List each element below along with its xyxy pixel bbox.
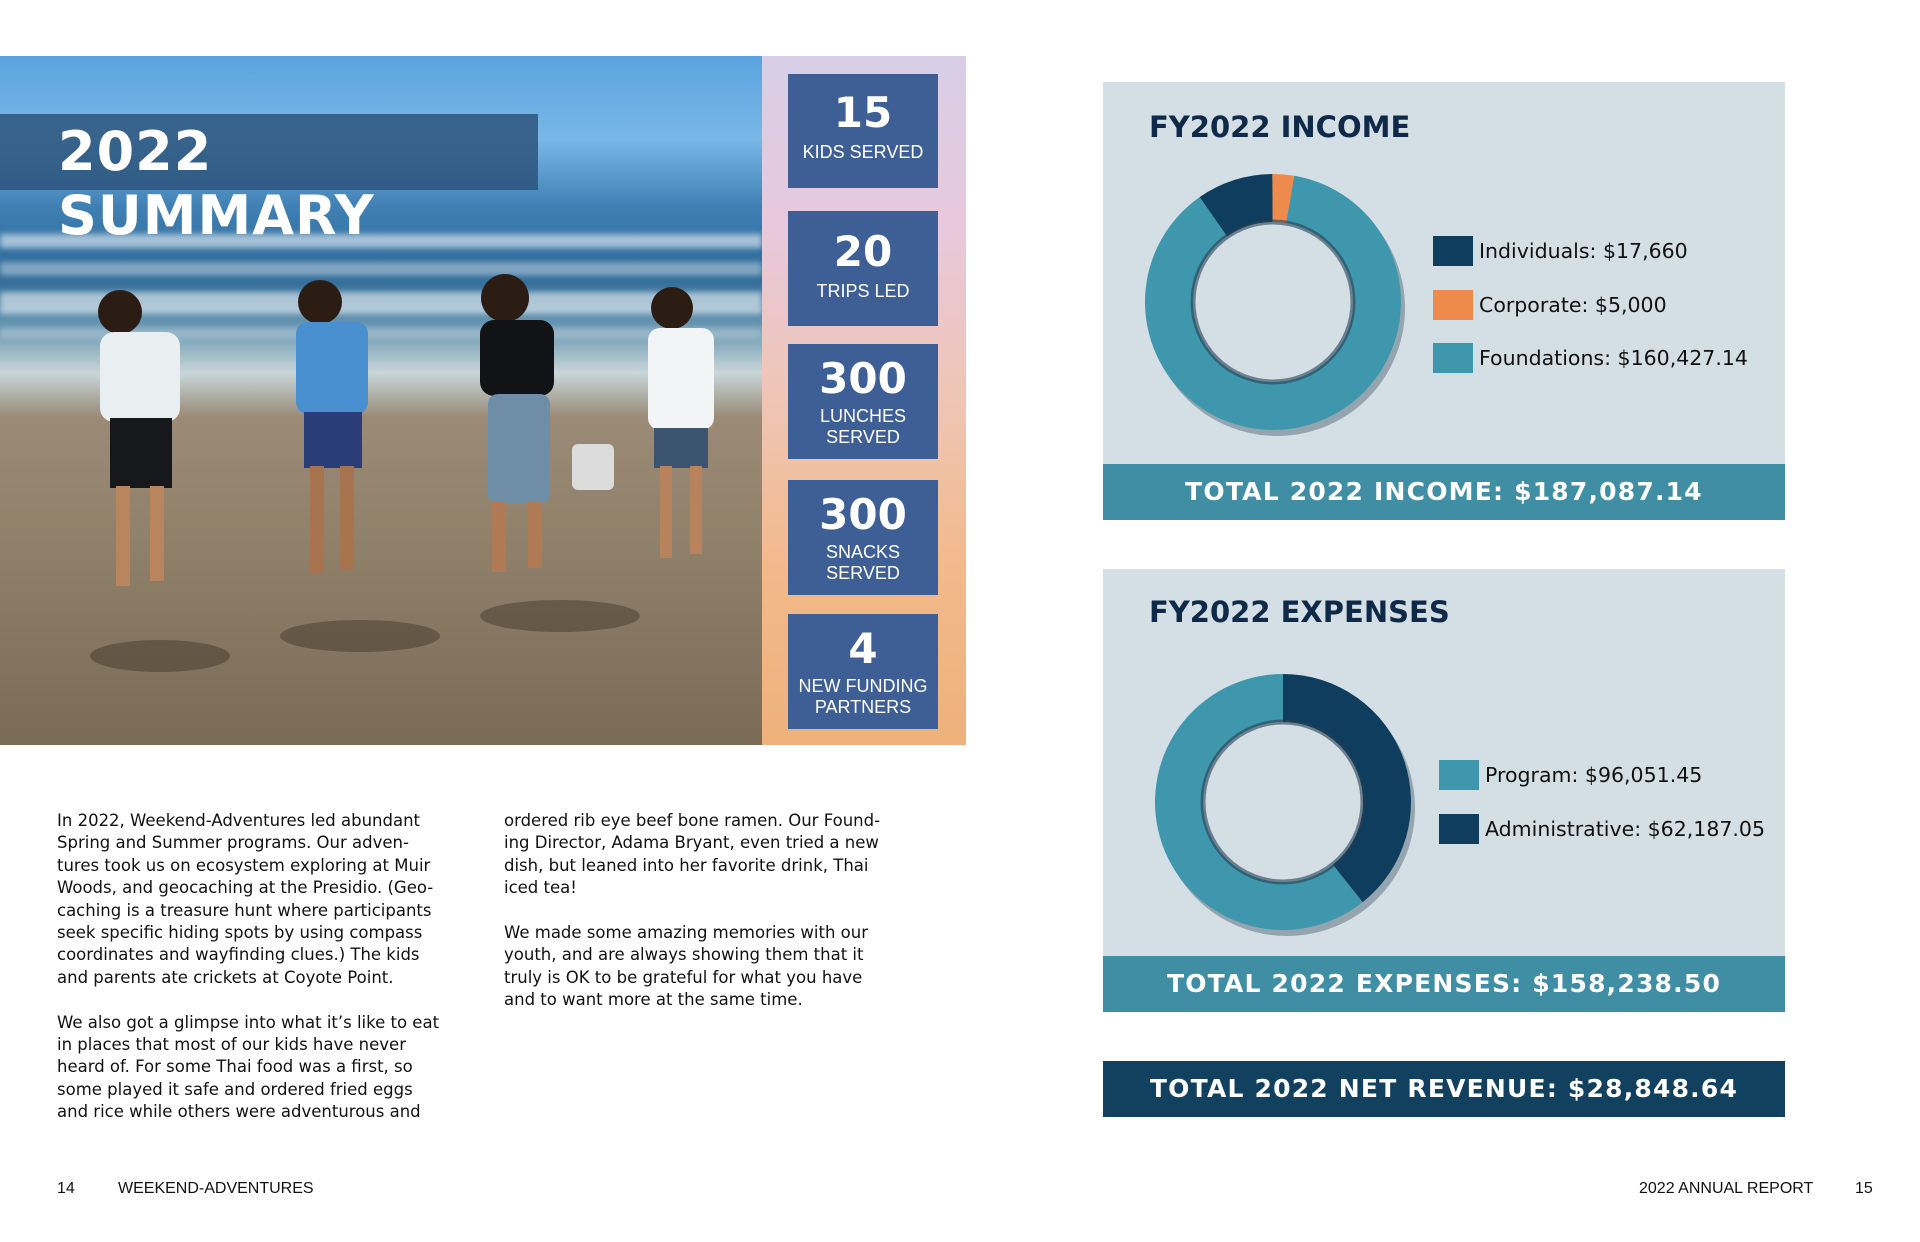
stat-number: 20 [833, 227, 893, 276]
stat-label: KIDS SERVED [802, 142, 924, 162]
expenses-panel [1103, 569, 1785, 956]
stat-card [788, 344, 938, 459]
stat-label: TRIPS LED [816, 281, 910, 301]
income-legend-individuals [1433, 236, 1688, 266]
page-number-right: 15 [1855, 1180, 1873, 1197]
legend-swatch [1439, 760, 1479, 790]
page-number-left: 14 [57, 1180, 75, 1197]
summary-banner [0, 114, 538, 247]
legend-label: Foundations: $160,427.14 [1479, 346, 1748, 370]
donut-hole [1193, 222, 1353, 382]
legend-swatch [1433, 290, 1473, 320]
legend-swatch [1439, 814, 1479, 844]
net-revenue-bar: TOTAL 2022 NET REVENUE: $28,848.64 [1103, 1061, 1785, 1117]
income-title: FY2022 INCOME [1149, 110, 1411, 144]
stat-card [788, 211, 938, 326]
total-income-bar: TOTAL 2022 INCOME: $187,087.14 [1103, 464, 1785, 520]
income-panel [1103, 82, 1785, 464]
expenses-legend-program [1439, 760, 1702, 790]
legend-label: Individuals: $17,660 [1479, 239, 1688, 263]
body-text-right: ordered rib eye beef bone ramen. Our Found- ing Director, Adama Bryant, even tried a new dish, but leaned into her favorite drink, Thai iced tea! We made some amazing memories with our youth, and are always showing them that it truly is OK to be grateful for what you have and to want more at the same time. [504, 811, 881, 1010]
expenses-legend-administrative [1439, 814, 1765, 844]
page-title: 2022 SUMMARY [58, 120, 375, 247]
stat-card [788, 614, 938, 729]
legend-label: Program: $96,051.45 [1485, 763, 1703, 787]
beach-photo [0, 56, 762, 745]
stats-column [762, 56, 966, 745]
stat-number: 15 [833, 88, 893, 137]
footer-report-name: 2022 ANNUAL REPORT [1639, 1180, 1814, 1197]
stat-number: 4 [848, 624, 878, 673]
legend-swatch [1433, 236, 1473, 266]
expenses-title: FY2022 EXPENSES [1149, 595, 1450, 629]
legend-label: Corporate: $5,000 [1479, 293, 1667, 317]
body-text-left: In 2022, Weekend-Adventures led abundant Spring and Summer programs. Our adven- tures took us on ecosystem exploring at Muir Woods, and geocaching at the Presidio. (Geo- caching is a treasure hunt where participants seek specific hiding spots by using compass coordinates and wayfinding clues.) The kids and parents ate crickets at Coyote Point. We also got a glimpse into what it’s like to eat in places that most of our kids have never heard of. For some Thai food was a first, so some played it safe and ordered fried eggs and rice while others were adventurous and [57, 811, 440, 1122]
footer-org-name: WEEKEND-ADVENTURES [118, 1180, 314, 1197]
total-expenses-bar: TOTAL 2022 EXPENSES: $158,238.50 [1103, 956, 1785, 1012]
income-donut-chart [1143, 172, 1413, 442]
stat-number: 300 [819, 354, 907, 403]
income-legend-corporate [1433, 290, 1667, 320]
stat-card [788, 480, 938, 595]
stat-label: NEW FUNDING PARTNERS [798, 676, 928, 717]
stat-label: LUNCHES SERVED [819, 406, 907, 447]
stat-label: SNACKS SERVED [825, 542, 901, 583]
donut-hole [1203, 722, 1363, 882]
income-legend-foundations [1433, 343, 1748, 373]
expenses-donut-chart [1153, 672, 1423, 942]
stat-card [788, 74, 938, 188]
stat-number: 300 [819, 490, 907, 539]
legend-label: Administrative: $62,187.05 [1485, 817, 1766, 841]
legend-swatch [1433, 343, 1473, 373]
